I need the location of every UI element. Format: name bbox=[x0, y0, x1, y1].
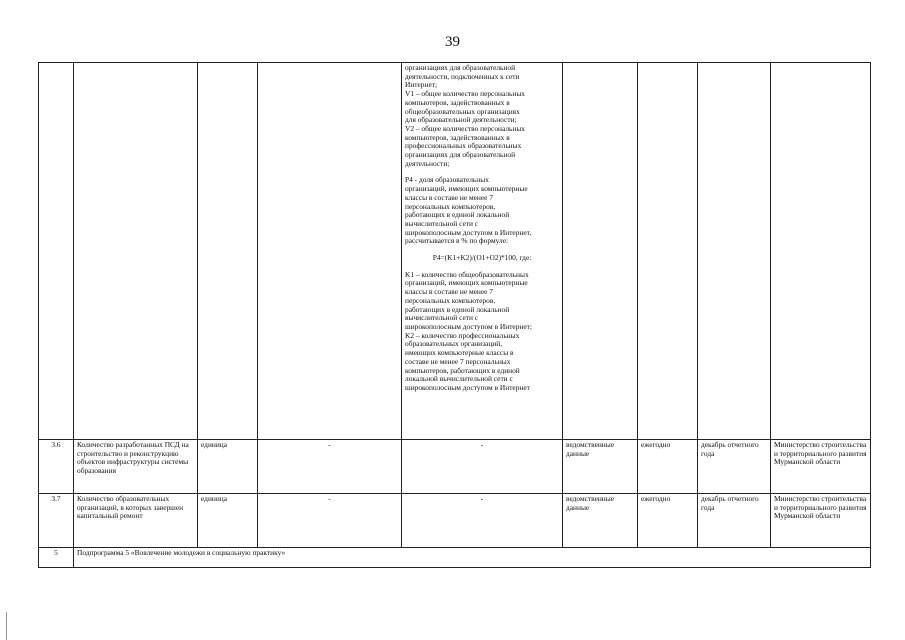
indicator-name: Количество образовательных организаций, в которых завершен капитальный ремонт bbox=[74, 494, 198, 548]
desc-line: локальной вычислительной сети с bbox=[405, 374, 513, 384]
unit: единица bbox=[198, 494, 258, 548]
calculation-method: - bbox=[402, 494, 563, 548]
desc-line: V1 – общее количество персональных bbox=[405, 89, 525, 99]
subprogram-title: Подпрограмма 5 «Вовлечение молодежи в социальную практику» bbox=[74, 548, 871, 568]
row-number: 3.7 bbox=[39, 494, 74, 548]
desc-line: персональных компьютеров, bbox=[405, 201, 496, 211]
row-number: 3.6 bbox=[39, 440, 74, 494]
calculation-method: - bbox=[402, 440, 563, 494]
desc-block-3 bbox=[405, 271, 559, 393]
desc-line: организациях для образовательной bbox=[405, 63, 516, 72]
desc-line: вычислительной сети с bbox=[405, 313, 479, 323]
source-cell bbox=[563, 63, 638, 440]
desc-line: имеющих компьютерные классы в bbox=[405, 348, 514, 358]
base-value: - bbox=[258, 494, 402, 548]
desc-line: K2 – количество профессиональных bbox=[405, 330, 520, 340]
desc-block-1 bbox=[405, 64, 559, 168]
desc-line: деятельности; bbox=[405, 158, 450, 168]
desc-line: общеобразовательных организациях bbox=[405, 106, 520, 116]
num-cell bbox=[39, 63, 74, 440]
row-number: 5 bbox=[39, 548, 74, 568]
responsible-cell bbox=[771, 63, 871, 440]
continuation-row bbox=[39, 63, 871, 440]
desc-line: составе не менее 7 персональных bbox=[405, 356, 511, 366]
desc-line: классы в составе не менее 7 bbox=[405, 287, 493, 297]
desc-line: работающих в единой локальной bbox=[405, 210, 510, 220]
base-value: - bbox=[258, 440, 402, 494]
unit: единица bbox=[198, 440, 258, 494]
desc-line: профессиональных образовательных bbox=[405, 141, 522, 151]
data-source: ведомственные данные bbox=[563, 494, 638, 548]
indicators-table bbox=[38, 62, 871, 568]
desc-line: V2 – общее количество персональных bbox=[405, 123, 525, 133]
desc-line: компьютеров, задействованных в bbox=[405, 132, 510, 142]
periodicity: ежегодно bbox=[638, 494, 698, 548]
responsible: Министерство строительства и территориального развития Мурманской области bbox=[771, 440, 871, 494]
desc-line: организаций, имеющих компьютерные bbox=[405, 278, 528, 288]
table-row-3-7 bbox=[39, 494, 871, 548]
desc-line: классы в составе не менее 7 bbox=[405, 192, 493, 202]
desc-line: широкополосным доступом в Интернет; bbox=[405, 321, 532, 331]
deadline-cell bbox=[698, 63, 771, 440]
desc-line: вычислительной сети с bbox=[405, 218, 479, 228]
desc-line: образовательных организаций, bbox=[405, 339, 503, 349]
desc-line: K1 – количество общеобразовательных bbox=[405, 269, 529, 279]
desc-line: для образовательной деятельности; bbox=[405, 115, 517, 125]
name-cell bbox=[74, 63, 198, 440]
scan-margin-line bbox=[6, 612, 7, 640]
desc-line: P4 - доля образовательных bbox=[405, 175, 489, 185]
desc-line: широкополосным доступом в Интернет bbox=[405, 382, 530, 392]
subprogram-row bbox=[39, 548, 871, 568]
indicator-name: Количество разработанных ПСД на строительство и реконструкцию объектов инфраструктуры системы образования bbox=[74, 440, 198, 494]
value-cell bbox=[258, 63, 402, 440]
deadline: декабрь отчетного года bbox=[698, 440, 771, 494]
desc-line: широкополосным доступом в Интернет, bbox=[405, 227, 532, 237]
desc-line: работающих в единой локальной bbox=[405, 304, 510, 314]
responsible: Министерство строительства и территориального развития Мурманской области bbox=[771, 494, 871, 548]
desc-line: компьютеров, задействованных в bbox=[405, 97, 510, 107]
desc-line: рассчитывается в % по формуле: bbox=[405, 236, 509, 246]
desc-line: деятельности, подключенных к сети bbox=[405, 71, 520, 81]
desc-line: компьютеров, работающих в единой bbox=[405, 365, 520, 375]
page-number: 39 bbox=[445, 34, 460, 50]
desc-line: персональных компьютеров, bbox=[405, 295, 496, 305]
desc-block-2 bbox=[405, 176, 559, 246]
deadline: декабрь отчетного года bbox=[698, 494, 771, 548]
method-cell bbox=[402, 63, 563, 440]
periodicity-cell bbox=[638, 63, 698, 440]
table-row-3-6 bbox=[39, 440, 871, 494]
desc-line: Интернет; bbox=[405, 80, 438, 90]
desc-line: организациях для образовательной bbox=[405, 150, 516, 160]
data-source: ведомственные данные bbox=[563, 440, 638, 494]
desc-line: организаций, имеющих компьютерные bbox=[405, 184, 528, 194]
formula: P4=(K1+K2)/(O1+O2)*100, где: bbox=[432, 253, 532, 263]
periodicity: ежегодно bbox=[638, 440, 698, 494]
unit-cell bbox=[198, 63, 258, 440]
